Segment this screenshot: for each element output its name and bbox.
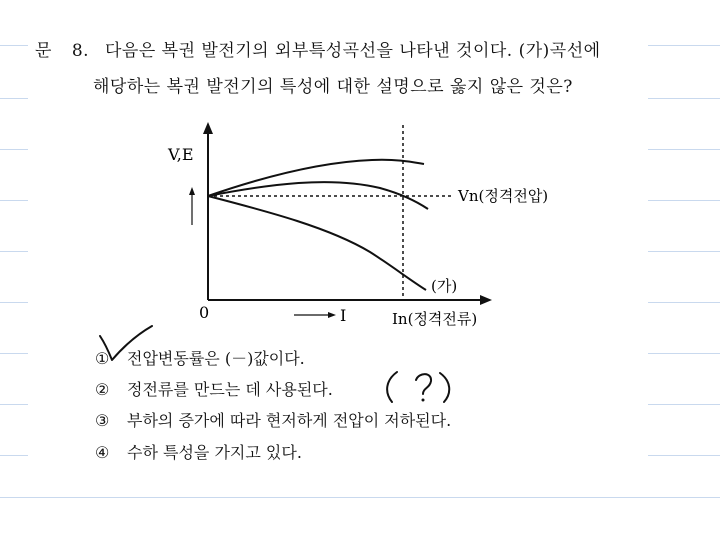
current-direction-arrowhead — [328, 312, 336, 318]
x-axis-arrow — [480, 295, 492, 305]
x-axis-label: I — [340, 306, 347, 325]
y-axis-arrow — [203, 122, 213, 134]
rated-current-label: In(정격전류) — [392, 310, 478, 328]
choice-4-text: 수하 특성을 가지고 있다. — [127, 443, 302, 462]
choice-2[interactable] — [95, 377, 333, 400]
question-text-line2: 해당하는 복권 발전기의 특성에 대한 설명으로 옳지 않은 것은? — [93, 77, 573, 97]
curve-label-ga: (가) — [431, 277, 458, 295]
choice-1-number: ① — [95, 349, 110, 368]
question-prefix: 문 — [35, 41, 52, 61]
choice-4[interactable] — [95, 440, 302, 463]
rated-voltage-label: Vn(정격전압) — [458, 187, 549, 205]
choice-1-text: 전압변동률은 (－)값이다. — [127, 349, 305, 368]
choice-3-number: ③ — [95, 411, 110, 430]
choice-1[interactable] — [95, 346, 305, 369]
y-axis-label: V,E — [168, 145, 194, 164]
choice-2-number: ② — [95, 380, 110, 399]
choice-3-text: 부하의 증가에 따라 현저하게 전압이 저하된다. — [127, 411, 452, 430]
choice-2-text: 정전류를 만드는 데 사용된다. — [127, 380, 333, 399]
choice-3[interactable] — [95, 408, 451, 431]
choice-4-number: ④ — [95, 443, 110, 462]
question-text-line1: 다음은 복권 발전기의 외부특성곡선을 나타낸 것이다. (가)곡선에 — [104, 41, 601, 61]
voltage-direction-arrowhead — [189, 187, 195, 195]
origin-label: 0 — [199, 303, 210, 322]
curve-ga — [208, 196, 426, 290]
question-number: 8. — [71, 41, 90, 61]
